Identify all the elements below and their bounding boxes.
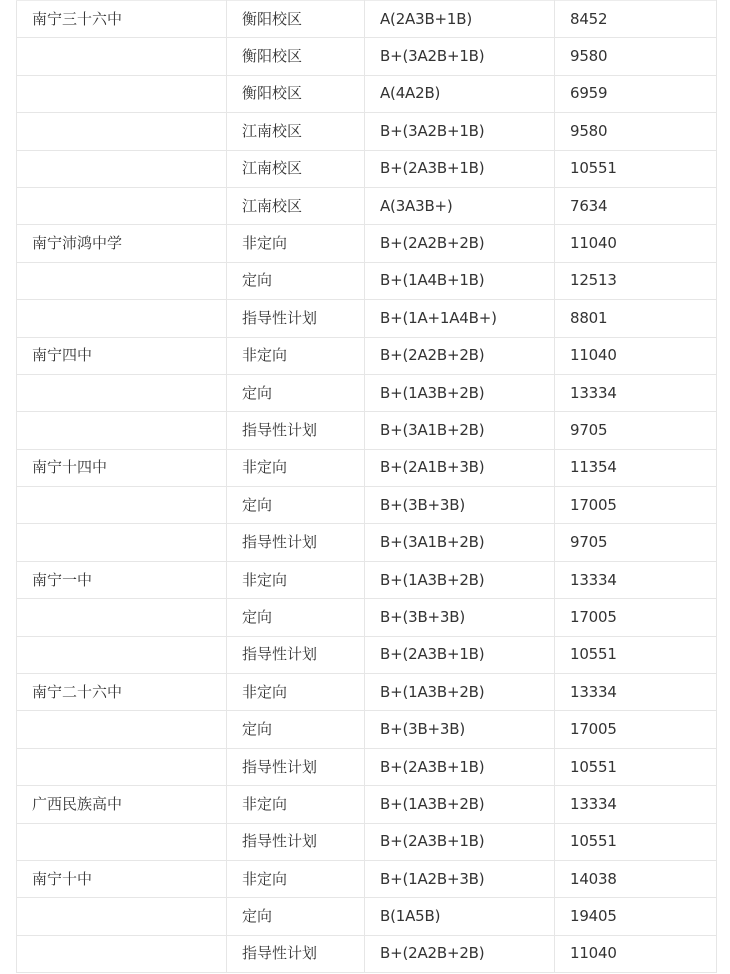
grade-requirement-cell: B(1A5B) [365,898,555,935]
school-name-cell: 南宁十中 [17,860,227,897]
table-row [17,225,717,262]
school-name-cell [17,374,227,411]
school-name-cell [17,748,227,785]
rank-cell: 8801 [555,300,717,337]
admission-table-container [16,0,716,973]
table-row [17,935,717,972]
school-name-cell: 南宁沛鸿中学 [17,225,227,262]
campus-plan-cell: 非定向 [227,786,365,823]
grade-requirement-cell: B+(1A3B+2B) [365,561,555,598]
grade-requirement-cell: B+(2A1B+3B) [365,449,555,486]
rank-cell: 9705 [555,524,717,561]
school-name-cell: 广西民族高中 [17,786,227,823]
campus-plan-cell: 定向 [227,599,365,636]
grade-requirement-cell: A(2A3B+1B) [365,1,555,38]
rank-cell: 13334 [555,786,717,823]
rank-cell: 10551 [555,748,717,785]
school-name-cell [17,113,227,150]
rank-cell: 9580 [555,113,717,150]
campus-plan-cell: 非定向 [227,860,365,897]
grade-requirement-cell: B+(3B+3B) [365,711,555,748]
campus-plan-cell: 非定向 [227,225,365,262]
school-name-cell [17,898,227,935]
campus-plan-cell: 指导性计划 [227,412,365,449]
campus-plan-cell: 定向 [227,898,365,935]
grade-requirement-cell: B+(1A3B+2B) [365,786,555,823]
campus-plan-cell: 非定向 [227,561,365,598]
table-row [17,300,717,337]
campus-plan-cell: 江南校区 [227,187,365,224]
table-row [17,898,717,935]
rank-cell: 19405 [555,898,717,935]
school-name-cell: 南宁三十六中 [17,1,227,38]
grade-requirement-cell: B+(2A2B+2B) [365,225,555,262]
grade-requirement-cell: B+(3A1B+2B) [365,412,555,449]
grade-requirement-cell: B+(1A2B+3B) [365,860,555,897]
grade-requirement-cell: B+(3A2B+1B) [365,113,555,150]
school-name-cell [17,150,227,187]
grade-requirement-cell: B+(2A3B+1B) [365,150,555,187]
school-name-cell [17,300,227,337]
school-name-cell [17,823,227,860]
school-name-cell [17,711,227,748]
school-name-cell [17,524,227,561]
school-name-cell [17,187,227,224]
rank-cell: 12513 [555,262,717,299]
table-row [17,449,717,486]
table-row [17,636,717,673]
grade-requirement-cell: B+(1A3B+2B) [365,674,555,711]
campus-plan-cell: 非定向 [227,674,365,711]
rank-cell: 9705 [555,412,717,449]
campus-plan-cell: 衡阳校区 [227,38,365,75]
rank-cell: 13334 [555,561,717,598]
school-name-cell: 南宁二十六中 [17,674,227,711]
campus-plan-cell: 指导性计划 [227,300,365,337]
table-row [17,748,717,785]
rank-cell: 9580 [555,38,717,75]
table-row [17,337,717,374]
rank-cell: 6959 [555,75,717,112]
grade-requirement-cell: B+(3A1B+2B) [365,524,555,561]
admission-table [16,0,717,973]
campus-plan-cell: 非定向 [227,449,365,486]
school-name-cell [17,262,227,299]
table-row [17,711,717,748]
grade-requirement-cell: B+(1A4B+1B) [365,262,555,299]
rank-cell: 13334 [555,374,717,411]
grade-requirement-cell: B+(3B+3B) [365,487,555,524]
school-name-cell: 南宁十四中 [17,449,227,486]
table-row [17,674,717,711]
school-name-cell [17,487,227,524]
table-row [17,1,717,38]
campus-plan-cell: 定向 [227,262,365,299]
table-row [17,412,717,449]
campus-plan-cell: 江南校区 [227,113,365,150]
table-row [17,150,717,187]
table-row [17,187,717,224]
campus-plan-cell: 指导性计划 [227,524,365,561]
campus-plan-cell: 指导性计划 [227,935,365,972]
grade-requirement-cell: B+(1A+1A4B+) [365,300,555,337]
school-name-cell [17,75,227,112]
table-row [17,524,717,561]
rank-cell: 7634 [555,187,717,224]
campus-plan-cell: 指导性计划 [227,748,365,785]
campus-plan-cell: 定向 [227,374,365,411]
school-name-cell [17,412,227,449]
campus-plan-cell: 非定向 [227,337,365,374]
table-row [17,487,717,524]
school-name-cell [17,599,227,636]
rank-cell: 17005 [555,487,717,524]
rank-cell: 14038 [555,860,717,897]
table-row [17,38,717,75]
table-row [17,786,717,823]
rank-cell: 13334 [555,674,717,711]
school-name-cell [17,38,227,75]
grade-requirement-cell: B+(1A3B+2B) [365,374,555,411]
school-name-cell: 南宁一中 [17,561,227,598]
rank-cell: 11040 [555,225,717,262]
grade-requirement-cell: B+(3A2B+1B) [365,38,555,75]
rank-cell: 17005 [555,599,717,636]
campus-plan-cell: 定向 [227,711,365,748]
campus-plan-cell: 指导性计划 [227,823,365,860]
grade-requirement-cell: B+(2A2B+2B) [365,337,555,374]
table-row [17,561,717,598]
campus-plan-cell: 衡阳校区 [227,75,365,112]
rank-cell: 8452 [555,1,717,38]
grade-requirement-cell: B+(3B+3B) [365,599,555,636]
grade-requirement-cell: A(3A3B+) [365,187,555,224]
rank-cell: 11040 [555,337,717,374]
grade-requirement-cell: A(4A2B) [365,75,555,112]
rank-cell: 11040 [555,935,717,972]
grade-requirement-cell: B+(2A2B+2B) [365,935,555,972]
grade-requirement-cell: B+(2A3B+1B) [365,636,555,673]
grade-requirement-cell: B+(2A3B+1B) [365,823,555,860]
rank-cell: 10551 [555,636,717,673]
table-row [17,374,717,411]
table-row [17,860,717,897]
campus-plan-cell: 定向 [227,487,365,524]
rank-cell: 11354 [555,449,717,486]
table-row [17,262,717,299]
rank-cell: 10551 [555,823,717,860]
campus-plan-cell: 江南校区 [227,150,365,187]
campus-plan-cell: 衡阳校区 [227,1,365,38]
table-row [17,75,717,112]
rank-cell: 10551 [555,150,717,187]
table-row [17,113,717,150]
grade-requirement-cell: B+(2A3B+1B) [365,748,555,785]
table-row [17,599,717,636]
campus-plan-cell: 指导性计划 [227,636,365,673]
table-body [17,1,717,973]
school-name-cell [17,636,227,673]
table-row [17,823,717,860]
school-name-cell: 南宁四中 [17,337,227,374]
school-name-cell [17,935,227,972]
rank-cell: 17005 [555,711,717,748]
